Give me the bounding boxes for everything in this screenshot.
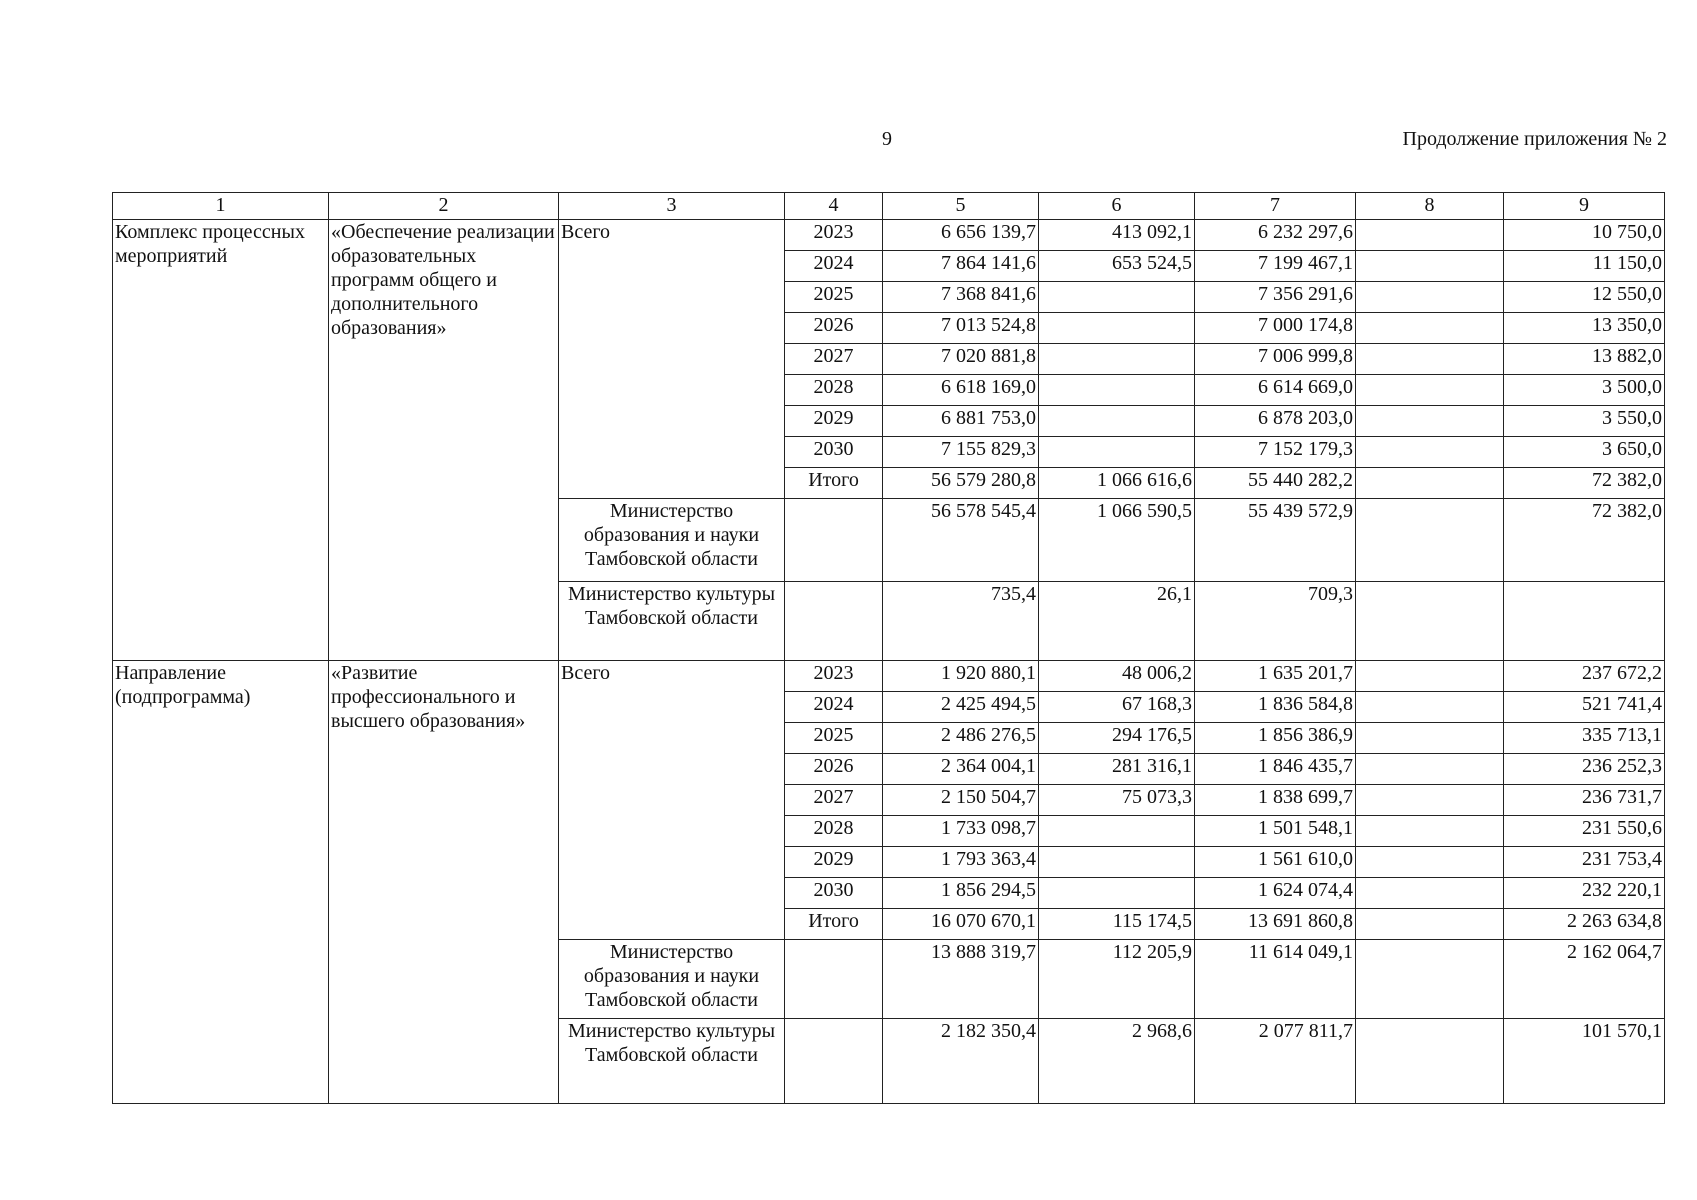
year-cell: 2028 bbox=[785, 816, 883, 847]
value-cell-col7: 1 836 584,8 bbox=[1195, 692, 1356, 723]
organization-cell: Министерство образования и науки Тамбовской области bbox=[559, 499, 785, 582]
value-cell-col7: 6 232 297,6 bbox=[1195, 220, 1356, 251]
value-cell-col5: 13 888 319,7 bbox=[883, 940, 1039, 1019]
value-cell-col9: 3 500,0 bbox=[1504, 375, 1665, 406]
value-cell-col6: 67 168,3 bbox=[1039, 692, 1195, 723]
value-cell-col7: 1 838 699,7 bbox=[1195, 785, 1356, 816]
value-cell-col5: 6 618 169,0 bbox=[883, 375, 1039, 406]
value-cell-col8 bbox=[1356, 847, 1504, 878]
value-cell-col7: 11 614 049,1 bbox=[1195, 940, 1356, 1019]
value-cell-col9: 12 550,0 bbox=[1504, 282, 1665, 313]
value-cell-col7: 7 000 174,8 bbox=[1195, 313, 1356, 344]
value-cell-col5: 7 020 881,8 bbox=[883, 344, 1039, 375]
value-cell-col7: 1 561 610,0 bbox=[1195, 847, 1356, 878]
table-row bbox=[113, 661, 1665, 692]
year-cell: 2026 bbox=[785, 754, 883, 785]
value-cell-col7: 6 614 669,0 bbox=[1195, 375, 1356, 406]
year-cell: 2024 bbox=[785, 251, 883, 282]
value-cell-col8 bbox=[1356, 220, 1504, 251]
value-cell-col5: 2 425 494,5 bbox=[883, 692, 1039, 723]
value-cell-col6 bbox=[1039, 847, 1195, 878]
value-cell-col7: 1 501 548,1 bbox=[1195, 816, 1356, 847]
value-cell-col5: 1 733 098,7 bbox=[883, 816, 1039, 847]
value-cell-col6 bbox=[1039, 406, 1195, 437]
organization-cell: Министерство культуры Тамбовской области bbox=[559, 1019, 785, 1104]
section-name-cell: «Развитие профессионального и высшего образования» bbox=[329, 661, 559, 1104]
value-cell-col9: 231 550,6 bbox=[1504, 816, 1665, 847]
value-cell-col8 bbox=[1356, 1019, 1504, 1104]
value-cell-col7: 1 856 386,9 bbox=[1195, 723, 1356, 754]
empty-year-cell bbox=[785, 940, 883, 1019]
value-cell-col6 bbox=[1039, 878, 1195, 909]
value-cell-col6: 2 968,6 bbox=[1039, 1019, 1195, 1104]
value-cell-col5: 2 182 350,4 bbox=[883, 1019, 1039, 1104]
value-cell-col5: 2 486 276,5 bbox=[883, 723, 1039, 754]
value-cell-col8 bbox=[1356, 878, 1504, 909]
value-cell-col7: 55 439 572,9 bbox=[1195, 499, 1356, 582]
value-cell-col9: 13 350,0 bbox=[1504, 313, 1665, 344]
value-cell-col5: 1 920 880,1 bbox=[883, 661, 1039, 692]
value-cell-col8 bbox=[1356, 661, 1504, 692]
value-cell-col8 bbox=[1356, 251, 1504, 282]
value-cell-col7: 7 356 291,6 bbox=[1195, 282, 1356, 313]
value-cell-col9: 101 570,1 bbox=[1504, 1019, 1665, 1104]
year-cell: 2027 bbox=[785, 344, 883, 375]
value-cell-col5: 1 793 363,4 bbox=[883, 847, 1039, 878]
value-cell-col7: 1 846 435,7 bbox=[1195, 754, 1356, 785]
value-cell-col8 bbox=[1356, 940, 1504, 1019]
section-type-cell: Направление (подпрограмма) bbox=[113, 661, 329, 1104]
empty-year-cell bbox=[785, 582, 883, 661]
value-cell-col6 bbox=[1039, 375, 1195, 406]
column-number-row bbox=[113, 193, 1665, 220]
value-cell-col5: 56 579 280,8 bbox=[883, 468, 1039, 499]
table-body bbox=[113, 220, 1665, 1104]
value-cell-col9: 3 550,0 bbox=[1504, 406, 1665, 437]
value-cell-col9: 10 750,0 bbox=[1504, 220, 1665, 251]
value-cell-col9: 237 672,2 bbox=[1504, 661, 1665, 692]
value-cell-col6 bbox=[1039, 816, 1195, 847]
value-cell-col8 bbox=[1356, 375, 1504, 406]
value-cell-col9: 236 731,7 bbox=[1504, 785, 1665, 816]
value-cell-col5: 2 364 004,1 bbox=[883, 754, 1039, 785]
value-cell-col9: 2 162 064,7 bbox=[1504, 940, 1665, 1019]
value-cell-col5: 1 856 294,5 bbox=[883, 878, 1039, 909]
year-cell: Итого bbox=[785, 468, 883, 499]
column-header: 5 bbox=[883, 193, 1039, 220]
value-cell-col9: 13 882,0 bbox=[1504, 344, 1665, 375]
value-cell-col9: 231 753,4 bbox=[1504, 847, 1665, 878]
value-cell-col6: 281 316,1 bbox=[1039, 754, 1195, 785]
year-cell: 2029 bbox=[785, 406, 883, 437]
value-cell-col8 bbox=[1356, 754, 1504, 785]
column-header: 9 bbox=[1504, 193, 1665, 220]
value-cell-col8 bbox=[1356, 468, 1504, 499]
value-cell-col9: 521 741,4 bbox=[1504, 692, 1665, 723]
value-cell-col9: 72 382,0 bbox=[1504, 499, 1665, 582]
value-cell-col6: 48 006,2 bbox=[1039, 661, 1195, 692]
value-cell-col6: 115 174,5 bbox=[1039, 909, 1195, 940]
value-cell-col9: 11 150,0 bbox=[1504, 251, 1665, 282]
value-cell-col9 bbox=[1504, 582, 1665, 661]
year-cell: 2028 bbox=[785, 375, 883, 406]
value-cell-col6: 26,1 bbox=[1039, 582, 1195, 661]
value-cell-col6: 653 524,5 bbox=[1039, 251, 1195, 282]
year-cell: 2030 bbox=[785, 437, 883, 468]
value-cell-col6: 413 092,1 bbox=[1039, 220, 1195, 251]
value-cell-col5: 56 578 545,4 bbox=[883, 499, 1039, 582]
column-header: 6 bbox=[1039, 193, 1195, 220]
value-cell-col7: 1 635 201,7 bbox=[1195, 661, 1356, 692]
value-cell-col5: 735,4 bbox=[883, 582, 1039, 661]
value-cell-col9: 335 713,1 bbox=[1504, 723, 1665, 754]
organization-cell: Министерство образования и науки Тамбовской области bbox=[559, 940, 785, 1019]
value-cell-col9: 2 263 634,8 bbox=[1504, 909, 1665, 940]
column-header: 2 bbox=[329, 193, 559, 220]
organization-cell: Министерство культуры Тамбовской области bbox=[559, 582, 785, 661]
year-cell: 2025 bbox=[785, 282, 883, 313]
value-cell-col6 bbox=[1039, 437, 1195, 468]
value-cell-col6: 75 073,3 bbox=[1039, 785, 1195, 816]
value-cell-col5: 7 155 829,3 bbox=[883, 437, 1039, 468]
budget-table bbox=[112, 192, 1665, 1104]
value-cell-col6: 112 205,9 bbox=[1039, 940, 1195, 1019]
appendix-title: Продолжение приложения № 2 bbox=[1402, 128, 1667, 150]
value-cell-col8 bbox=[1356, 723, 1504, 754]
value-cell-col8 bbox=[1356, 785, 1504, 816]
empty-year-cell bbox=[785, 1019, 883, 1104]
year-cell: 2029 bbox=[785, 847, 883, 878]
year-cell: 2023 bbox=[785, 661, 883, 692]
value-cell-col7: 1 624 074,4 bbox=[1195, 878, 1356, 909]
column-header: 8 bbox=[1356, 193, 1504, 220]
value-cell-col6: 1 066 590,5 bbox=[1039, 499, 1195, 582]
value-cell-col7: 7 199 467,1 bbox=[1195, 251, 1356, 282]
value-cell-col8 bbox=[1356, 406, 1504, 437]
year-cell: 2027 bbox=[785, 785, 883, 816]
column-header: 7 bbox=[1195, 193, 1356, 220]
value-cell-col5: 6 881 753,0 bbox=[883, 406, 1039, 437]
value-cell-col6 bbox=[1039, 282, 1195, 313]
value-cell-col5: 2 150 504,7 bbox=[883, 785, 1039, 816]
value-cell-col7: 709,3 bbox=[1195, 582, 1356, 661]
value-cell-col6: 1 066 616,6 bbox=[1039, 468, 1195, 499]
value-cell-col6 bbox=[1039, 344, 1195, 375]
total-label-cell: Всего bbox=[559, 661, 785, 940]
value-cell-col8 bbox=[1356, 582, 1504, 661]
total-label-cell: Всего bbox=[559, 220, 785, 499]
value-cell-col8 bbox=[1356, 499, 1504, 582]
year-cell: Итого bbox=[785, 909, 883, 940]
value-cell-col7: 13 691 860,8 bbox=[1195, 909, 1356, 940]
value-cell-col7: 55 440 282,2 bbox=[1195, 468, 1356, 499]
value-cell-col9: 3 650,0 bbox=[1504, 437, 1665, 468]
value-cell-col5: 6 656 139,7 bbox=[883, 220, 1039, 251]
section-type-cell: Комплекс процессных мероприятий bbox=[113, 220, 329, 661]
value-cell-col6: 294 176,5 bbox=[1039, 723, 1195, 754]
value-cell-col8 bbox=[1356, 437, 1504, 468]
year-cell: 2030 bbox=[785, 878, 883, 909]
value-cell-col7: 7 006 999,8 bbox=[1195, 344, 1356, 375]
value-cell-col8 bbox=[1356, 313, 1504, 344]
value-cell-col5: 7 368 841,6 bbox=[883, 282, 1039, 313]
column-header: 3 bbox=[559, 193, 785, 220]
page-number: 9 bbox=[882, 128, 892, 150]
table-row bbox=[113, 220, 1665, 251]
value-cell-col5: 16 070 670,1 bbox=[883, 909, 1039, 940]
year-cell: 2023 bbox=[785, 220, 883, 251]
value-cell-col8 bbox=[1356, 909, 1504, 940]
value-cell-col6 bbox=[1039, 313, 1195, 344]
column-header: 1 bbox=[113, 193, 329, 220]
value-cell-col8 bbox=[1356, 282, 1504, 313]
value-cell-col9: 72 382,0 bbox=[1504, 468, 1665, 499]
value-cell-col9: 236 252,3 bbox=[1504, 754, 1665, 785]
value-cell-col8 bbox=[1356, 344, 1504, 375]
empty-year-cell bbox=[785, 499, 883, 582]
value-cell-col9: 232 220,1 bbox=[1504, 878, 1665, 909]
value-cell-col8 bbox=[1356, 692, 1504, 723]
year-cell: 2025 bbox=[785, 723, 883, 754]
value-cell-col5: 7 864 141,6 bbox=[883, 251, 1039, 282]
value-cell-col7: 6 878 203,0 bbox=[1195, 406, 1356, 437]
section-name-cell: «Обеспечение реализации образовательных программ общего и дополнительного образования» bbox=[329, 220, 559, 661]
value-cell-col5: 7 013 524,8 bbox=[883, 313, 1039, 344]
column-header: 4 bbox=[785, 193, 883, 220]
value-cell-col8 bbox=[1356, 816, 1504, 847]
year-cell: 2024 bbox=[785, 692, 883, 723]
value-cell-col7: 2 077 811,7 bbox=[1195, 1019, 1356, 1104]
year-cell: 2026 bbox=[785, 313, 883, 344]
value-cell-col7: 7 152 179,3 bbox=[1195, 437, 1356, 468]
